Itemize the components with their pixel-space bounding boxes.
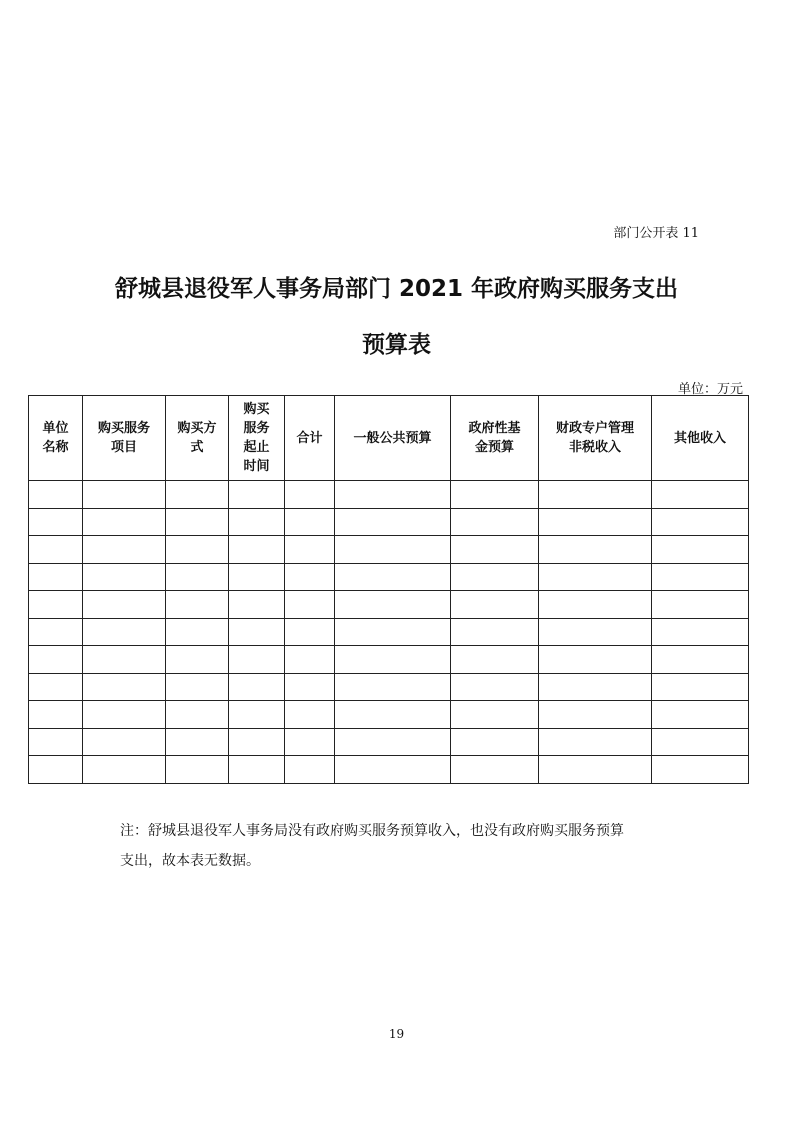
table-cell	[539, 563, 652, 591]
table-cell	[29, 591, 83, 619]
table-cell	[652, 508, 749, 536]
unit-label: 单位：万元	[677, 382, 743, 397]
table-cell	[29, 673, 83, 701]
table-cell	[166, 701, 229, 729]
table-cell	[335, 728, 451, 756]
table-cell	[229, 728, 285, 756]
table-cell	[229, 508, 285, 536]
table-row	[29, 673, 749, 701]
table-cell	[285, 728, 335, 756]
table-cell	[229, 646, 285, 674]
table-cell	[83, 618, 166, 646]
table-cell	[166, 673, 229, 701]
table-cell	[539, 673, 652, 701]
table-cell	[29, 563, 83, 591]
table-cell	[229, 618, 285, 646]
table-cell	[83, 481, 166, 509]
header-cell: 政府性基 金预算	[451, 396, 539, 481]
table-cell	[652, 701, 749, 729]
table-cell	[229, 701, 285, 729]
page-title-line2: 预算表	[362, 332, 431, 358]
table-cell	[451, 673, 539, 701]
table-cell	[166, 646, 229, 674]
table-cell	[83, 646, 166, 674]
table-cell	[29, 508, 83, 536]
table-cell	[539, 618, 652, 646]
table-cell	[29, 646, 83, 674]
header-cell: 一般公共预算	[335, 396, 451, 481]
table-cell	[83, 591, 166, 619]
table-cell	[451, 481, 539, 509]
table-row	[29, 481, 749, 509]
table-row	[29, 618, 749, 646]
table-header-row	[29, 396, 749, 481]
table-cell	[539, 508, 652, 536]
table-cell	[652, 618, 749, 646]
table-cell	[285, 536, 335, 564]
header-cell: 财政专户管理 非税收入	[539, 396, 652, 481]
table-cell	[229, 673, 285, 701]
table-cell	[539, 591, 652, 619]
table-cell	[335, 481, 451, 509]
table-cell	[652, 563, 749, 591]
header-cell: 单位 名称	[29, 396, 83, 481]
header-cell: 合计	[285, 396, 335, 481]
page-title: 舒城县退役军人事务局部门 2021 年政府购买服务支出	[114, 276, 679, 302]
table-cell	[29, 756, 83, 784]
header-cell: 其他收入	[652, 396, 749, 481]
table-cell	[451, 756, 539, 784]
table-cell	[229, 481, 285, 509]
table-cell	[166, 591, 229, 619]
table-row	[29, 646, 749, 674]
table-cell	[335, 646, 451, 674]
table-cell	[166, 563, 229, 591]
table-cell	[451, 728, 539, 756]
table-cell	[652, 646, 749, 674]
table-cell	[451, 646, 539, 674]
footnote-line: 注：舒城县退役军人事务局没有政府购买服务预算收入，也没有政府购买服务预算	[120, 823, 624, 839]
table-cell	[166, 618, 229, 646]
table-cell	[285, 618, 335, 646]
table-cell	[166, 481, 229, 509]
table-row	[29, 508, 749, 536]
header-cell: 购买方 式	[166, 396, 229, 481]
table-cell	[539, 701, 652, 729]
table-cell	[451, 563, 539, 591]
table-cell	[652, 481, 749, 509]
table-row	[29, 728, 749, 756]
page-number: 19	[388, 1027, 405, 1041]
table-cell	[451, 591, 539, 619]
table-cell	[83, 673, 166, 701]
table-cell	[451, 618, 539, 646]
table-cell	[539, 481, 652, 509]
table-cell	[285, 508, 335, 536]
table-cell	[652, 728, 749, 756]
table-cell	[285, 646, 335, 674]
table-cell	[83, 728, 166, 756]
table-cell	[335, 508, 451, 536]
table-cell	[166, 508, 229, 536]
table-cell	[335, 563, 451, 591]
table-cell	[29, 481, 83, 509]
table-cell	[229, 536, 285, 564]
table-cell	[652, 756, 749, 784]
table-cell	[285, 481, 335, 509]
table-cell	[539, 756, 652, 784]
table-row	[29, 701, 749, 729]
footnote-line: 支出，故本表无数据。	[120, 853, 260, 869]
table-cell	[229, 756, 285, 784]
table-cell	[451, 701, 539, 729]
table-cell	[539, 646, 652, 674]
table-row	[29, 536, 749, 564]
table-row	[29, 591, 749, 619]
table-cell	[166, 756, 229, 784]
table-cell	[229, 591, 285, 619]
table-cell	[83, 701, 166, 729]
table-cell	[652, 536, 749, 564]
table-cell	[29, 728, 83, 756]
table-cell	[29, 701, 83, 729]
table-cell	[83, 563, 166, 591]
table-number: 部门公开表 11	[613, 226, 699, 241]
table-cell	[539, 536, 652, 564]
table-cell	[229, 563, 285, 591]
table-cell	[335, 756, 451, 784]
table-cell	[539, 728, 652, 756]
table-cell	[451, 536, 539, 564]
table-cell	[166, 536, 229, 564]
table-cell	[652, 673, 749, 701]
header-cell: 购买服务 项目	[83, 396, 166, 481]
table-cell	[335, 618, 451, 646]
table-cell	[335, 701, 451, 729]
table-cell	[285, 591, 335, 619]
table-cell	[29, 618, 83, 646]
budget-table	[28, 395, 749, 784]
table-row	[29, 756, 749, 784]
table-cell	[83, 508, 166, 536]
table-cell	[652, 591, 749, 619]
table-body	[29, 481, 749, 784]
table-cell	[285, 673, 335, 701]
table-cell	[166, 728, 229, 756]
table-cell	[335, 591, 451, 619]
table-cell	[285, 701, 335, 729]
table-cell	[335, 673, 451, 701]
footnote	[120, 816, 720, 876]
table-cell	[451, 508, 539, 536]
table-row	[29, 563, 749, 591]
table-cell	[335, 536, 451, 564]
table-cell	[29, 536, 83, 564]
table-cell	[83, 756, 166, 784]
table-cell	[83, 536, 166, 564]
table-cell	[285, 563, 335, 591]
header-cell: 购买 服务 起止 时间	[229, 396, 285, 481]
table-cell	[285, 756, 335, 784]
